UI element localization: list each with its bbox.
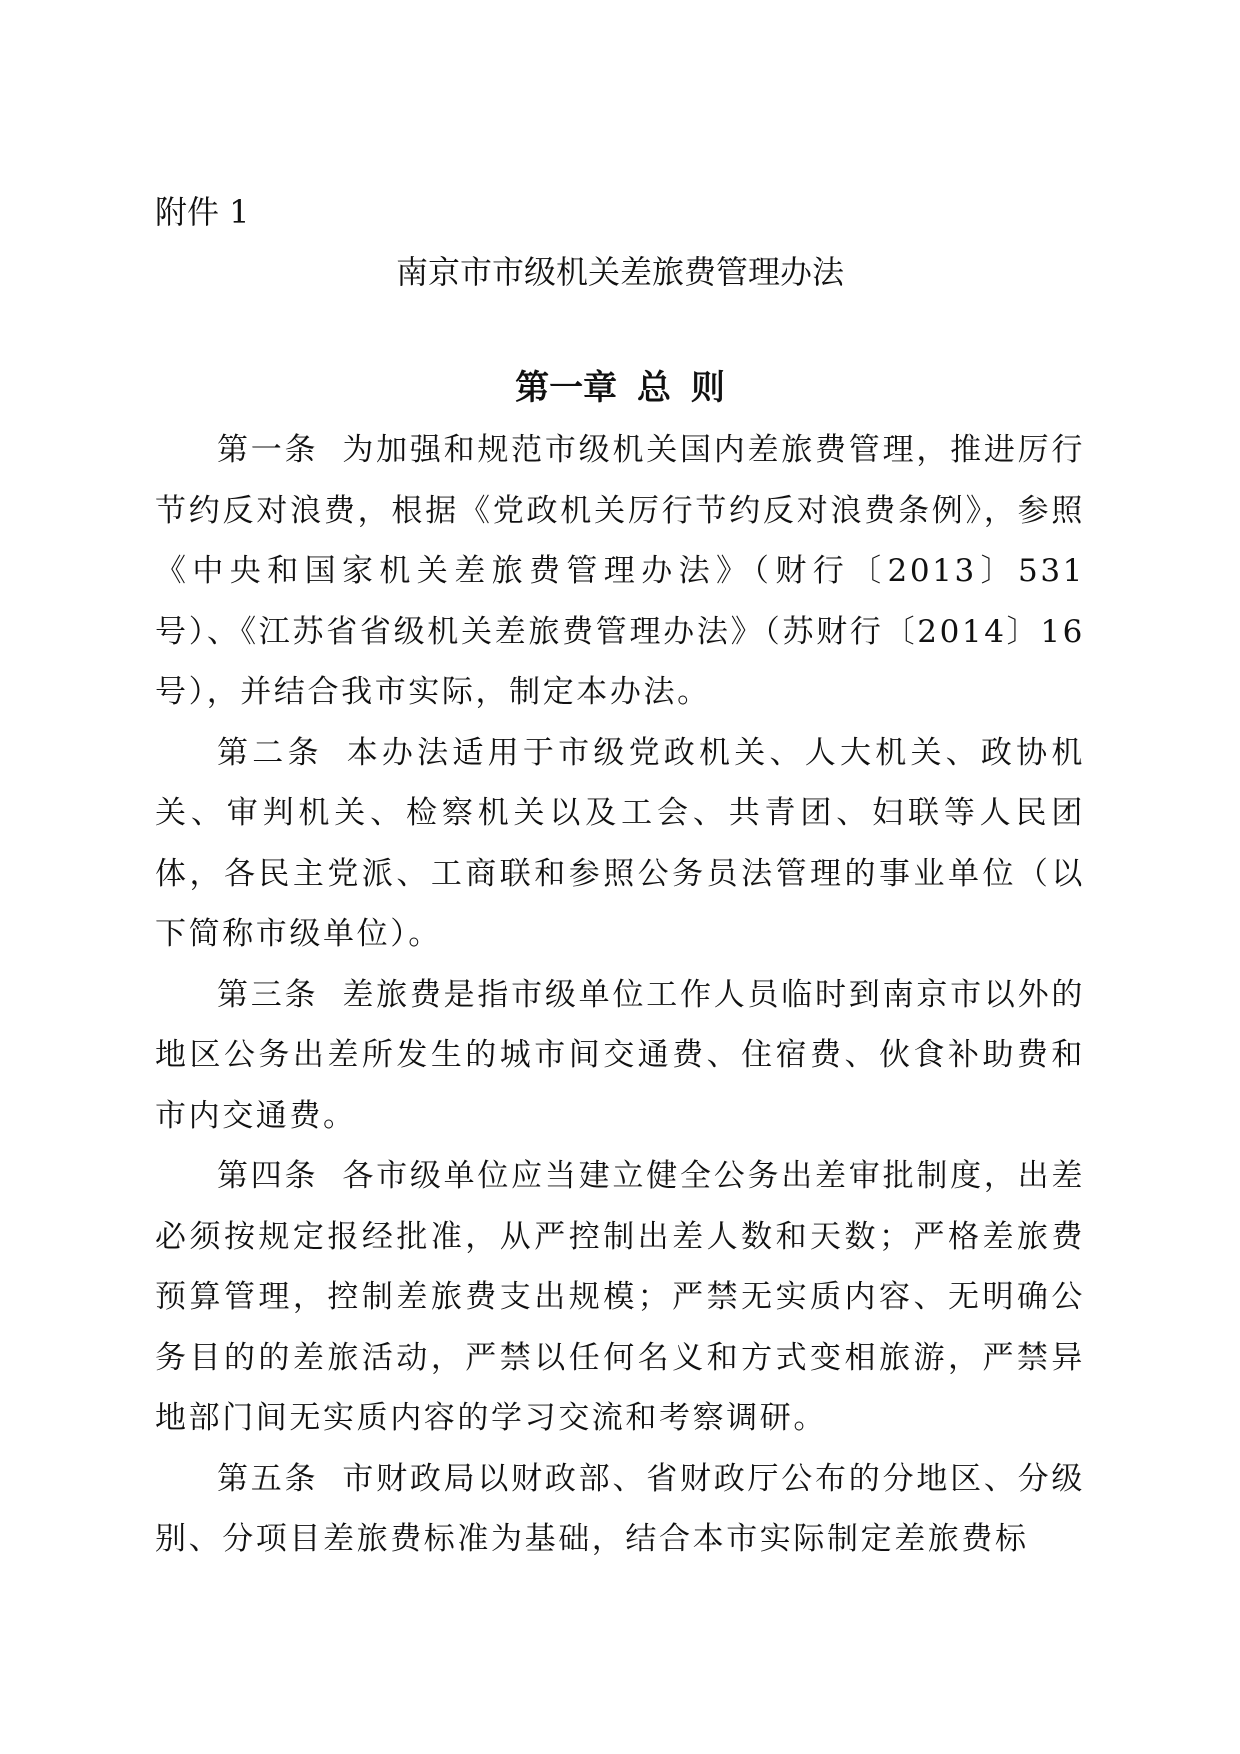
- article-2: [155, 723, 1085, 965]
- article-text: 各市级单位应当建立健全公务出差审批制度，出差必须按规定报经批准，从严控制出差人数和天数；严格差旅费预算管理，控制差旅费支出规模；严禁无实质内容、无明确公务目的的差旅活动，严禁以任何名义和方式变相旅游，严禁异地部门间无实质内容的学习交流和考察调研。: [155, 1158, 1085, 1436]
- article-3: [155, 965, 1085, 1147]
- document-title: 南京市市级机关差旅费管理办法: [395, 253, 844, 291]
- article-text: 本办法适用于市级党政机关、人大机关、政协机关、审判机关、检察机关以及工会、共青团、妇联等人民团体，各民主党派、工商联和参照公务员法管理的事业单位（以下简称市级单位）。: [155, 734, 1085, 952]
- article-text: 市财政局以财政部、省财政厅公布的分地区、分级别、分项目差旅费标准为基础，结合本市实际制定差旅费标: [155, 1460, 1085, 1557]
- article-number: 第三条: [217, 976, 319, 1013]
- article-1: [155, 420, 1085, 723]
- article-text: 为加强和规范市级机关国内差旅费管理，推进厉行节约反对浪费，根据《党政机关厉行节约反对浪费条例》，参照《中央和国家机关差旅费管理办法》（财行〔2013〕531号）、《江苏省省级机关差旅费管理办法》（苏财行〔2014〕16号），并结合我市实际，制定本办法。: [155, 432, 1085, 710]
- article-5: [155, 1449, 1085, 1570]
- article-text: 差旅费是指市级单位工作人员临时到南京市以外的地区公务出差所发生的城市间交通费、住宿费、伙食补助费和市内交通费。: [155, 976, 1085, 1134]
- article-number: 第一条: [217, 432, 319, 468]
- article-number: 第二条: [217, 734, 323, 771]
- article-number: 第五条: [217, 1460, 319, 1497]
- article-4: [155, 1146, 1085, 1449]
- attachment-label: 附件 1: [155, 193, 250, 231]
- article-number: 第四条: [217, 1158, 319, 1194]
- document-body: [155, 420, 1085, 1570]
- chapter-heading: 第一章 总 则: [515, 368, 725, 408]
